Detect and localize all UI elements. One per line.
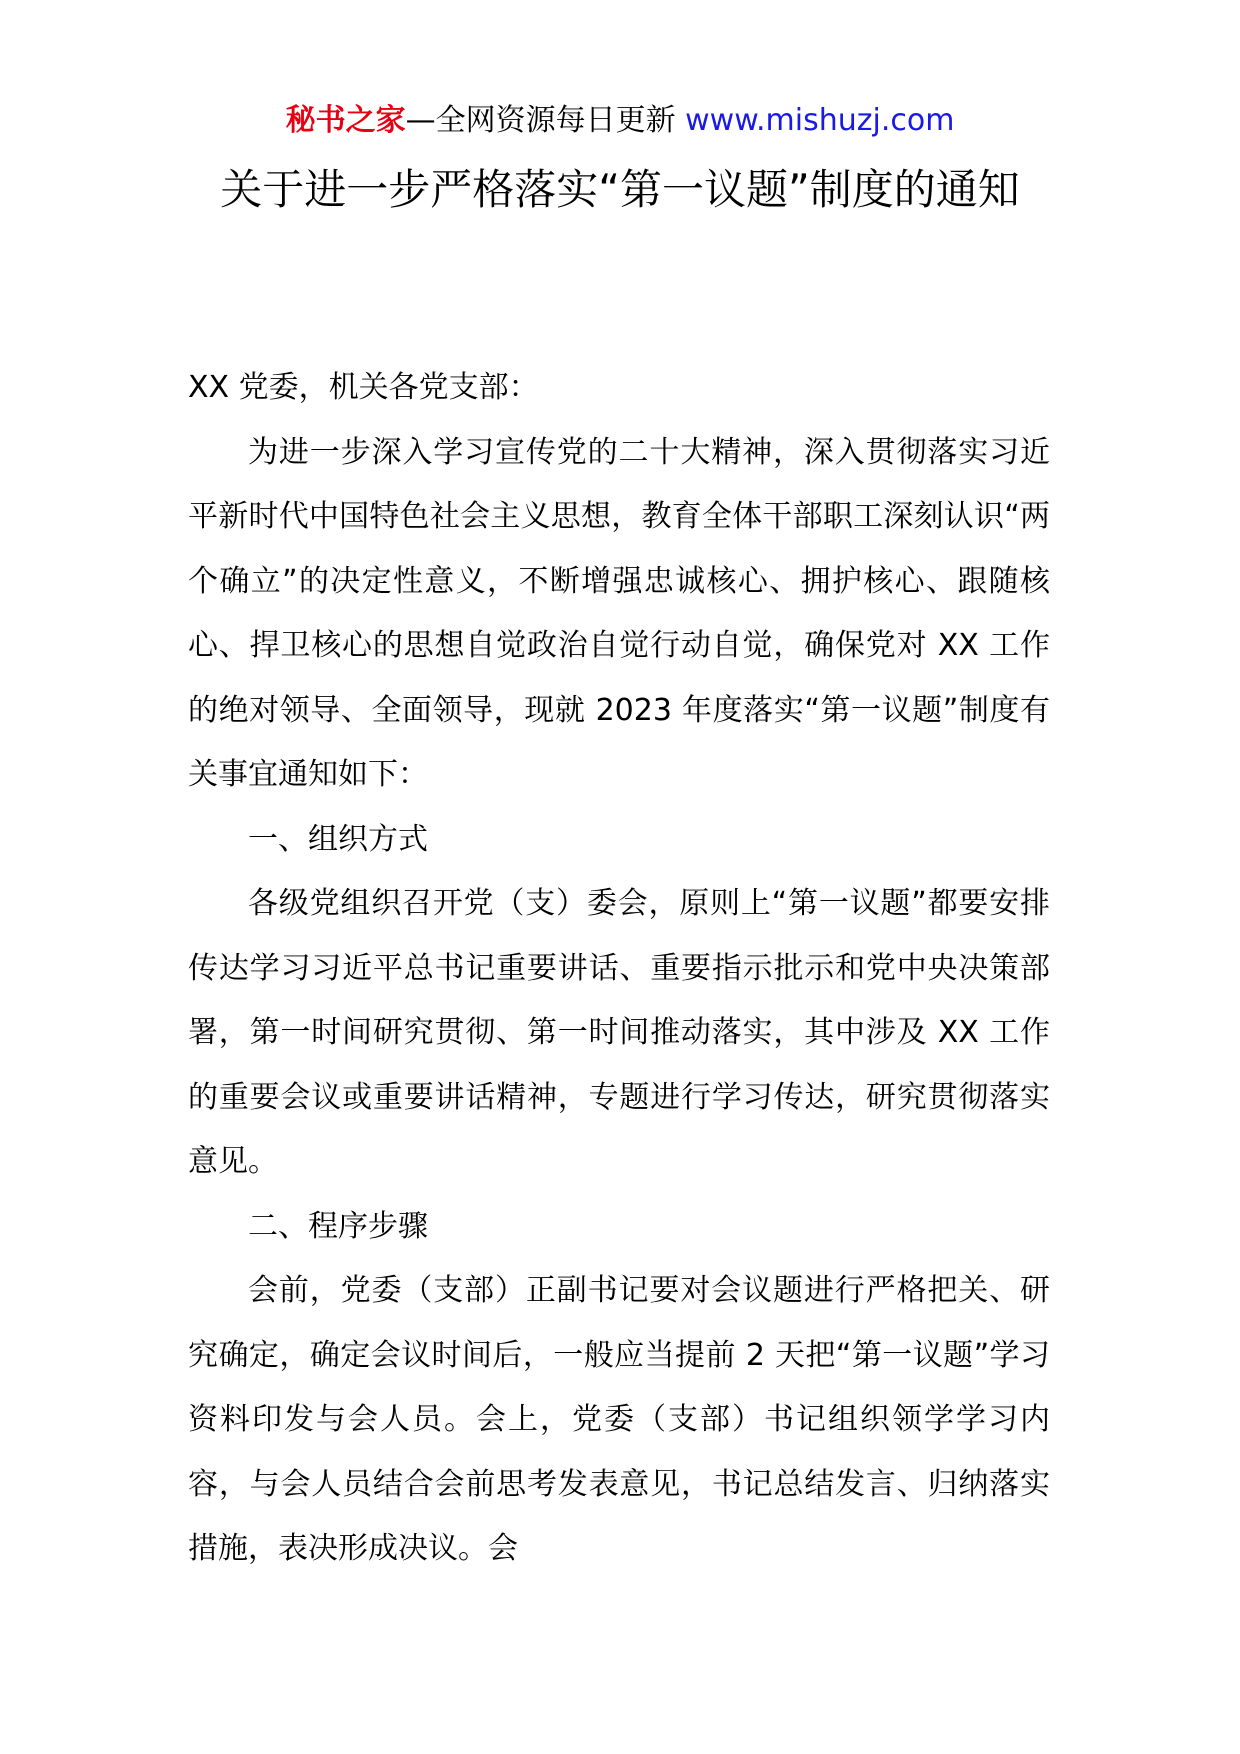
- site-brand: 秘书之家: [285, 103, 406, 138]
- document-body: [188, 356, 1050, 1582]
- site-header: [0, 100, 1240, 142]
- section1-paragraph: 各级党组织召开党（支）委会，原则上“第一议题”都要安排传达学习习近平总书记重要讲话、重要指示批示和党中央决策部署，第一时间研究贯彻、第一时间推动落实，其中涉及 XX 工作的重要会议或重要讲话精神，专题进行学习传达，研究贯彻落实意见。: [188, 886, 1050, 1179]
- document-title: 关于进一步严格落实“第一议题”制度的通知: [220, 165, 1020, 214]
- section1-heading: 一、组织方式: [248, 821, 428, 857]
- section2-paragraph: 会前，党委（支部）正副书记要对会议题进行严格把关、研究确定，确定会议时间后，一般应当提前 2 天把“第一议题”学习资料印发与会人员。会上，党委（支部）书记组织领学学习内容，与会人员结合会前思考发表意见，书记总结发言、归纳落实措施，表决形成决议。会: [188, 1273, 1050, 1566]
- site-url[interactable]: www.mishuzj.com: [685, 103, 955, 138]
- intro-paragraph: 为进一步深入学习宣传党的二十大精神，深入贯彻落实习近平新时代中国特色社会主义思想，教育全体干部职工深刻认识“两个确立”的决定性意义，不断增强忠诚核心、拥护核心、跟随核心、捍卫核心的思想自觉政治自觉行动自觉，确保党对 XX 工作的绝对领导、全面领导，现就 2023 年度落实“第一议题”制度有关事宜通知如下：: [188, 434, 1050, 792]
- site-tagline: —全网资源每日更新: [405, 103, 686, 138]
- section2-heading: 二、程序步骤: [248, 1208, 428, 1244]
- salutation: XX 党委，机关各党支部：: [188, 370, 539, 405]
